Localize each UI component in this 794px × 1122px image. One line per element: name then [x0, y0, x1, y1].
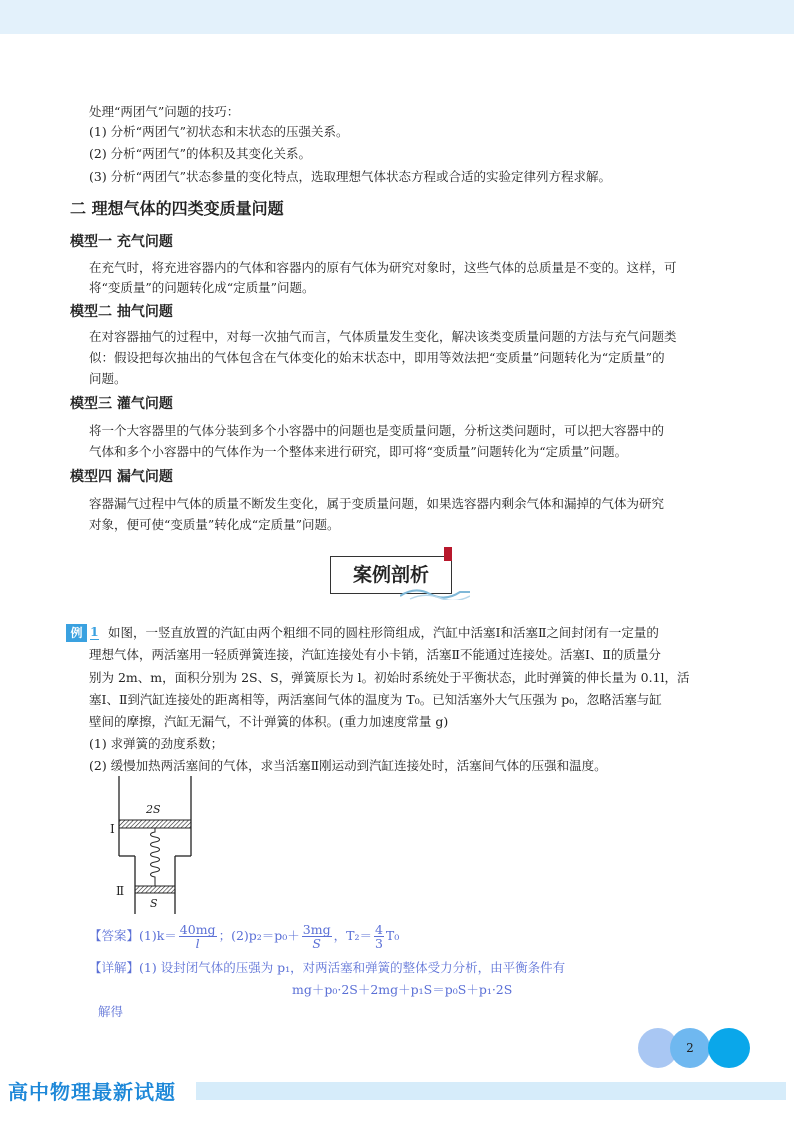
banner-flag-decoration [444, 547, 452, 561]
model-3-line-1: 将一个大容器里的气体分装到多个小容器中的问题也是变质量问题，分析这类问题时，可以把大容器中的 [89, 423, 665, 438]
model-2-line-1: 在对容器抽气的过程中，对每一次抽气而言，气体质量发生变化，解决该类变质量问题的方法与充气问题类 [89, 329, 677, 344]
model-1-title: 模型一 充气问题 [70, 234, 173, 250]
detail-line-3: 解得 [98, 1004, 124, 1019]
answer-k-denominator: l [195, 936, 200, 951]
answer-p2-denominator: S [312, 936, 321, 951]
model-3-line-2: 气体和多个小容器中的气体作为一个整体来进行研究，即可将“变质量”问题转化为“定质量”问题。 [89, 444, 628, 459]
example-line-4: 塞Ⅰ、Ⅱ到汽缸连接处的距离相等，两活塞间气体的温度为 T₀。已知活塞外大气压强为 p₀，忽略活塞与缸 [89, 692, 662, 707]
answer-p2-fraction [302, 923, 332, 950]
tip-item-1: (1) 分析“两团气”初状态和末状态的压强关系。 [89, 124, 349, 139]
example-line-3: 别为 2m、m，面积分别为 2S、S，弹簧原长为 l。初始时系统处于平衡状态，此时弹簧的伸长量为 0.1l，活 [89, 670, 690, 685]
answer-k-prefix: (1)k＝ [139, 928, 177, 943]
page-circle-right [708, 1028, 750, 1068]
model-2-line-2: 似：假设把每次抽出的气体包含在气体变化的始末状态中，即用等效法把“变质量”问题转化为“定质量”的 [89, 350, 665, 365]
tip-item-2: (2) 分析“两团气”的体积及其变化关系。 [89, 146, 311, 161]
answer-p2-numerator: 3mg [302, 922, 331, 937]
question-1: (1) 求弹簧的劲度系数； [89, 736, 224, 751]
example-tag: 例 [66, 624, 87, 642]
example-line-5: 壁间的摩擦，汽缸无漏气，不计弹簧的体积。(重力加速度常量 g) [89, 714, 449, 729]
answer-t2-fraction [374, 923, 384, 950]
piston-2-label: Ⅱ [116, 884, 125, 898]
answer-t2-numerator: 4 [374, 922, 383, 937]
answer-tag: 【答案】 [89, 928, 140, 943]
answer-t2-denominator: 3 [374, 936, 383, 951]
tips-intro: 处理“两团气”问题的技巧： [89, 104, 240, 119]
banner-label: 案例剖析 [352, 564, 429, 586]
example-line-2: 理想气体，两活塞用一轻质弹簧连接，汽缸连接处有小卡销，活塞Ⅱ不能通过连接处。活塞Ⅰ、Ⅱ的质量分 [89, 647, 661, 662]
model-1-line-1: 在充气时，将充进容器内的气体和容器内的原有气体为研究对象时，这些气体的总质量是不变的。这样，可 [89, 260, 677, 275]
answer-line [89, 923, 399, 950]
detail-tag: 【详解】 [89, 960, 140, 975]
page-number: 2 [686, 1041, 694, 1055]
model-2-title: 模型二 抽气问题 [70, 304, 173, 320]
model-4-line-2: 对象，便可使“变质量”转化成“定质量”问题。 [89, 517, 340, 532]
answer-k-numerator: 40mg [179, 922, 216, 937]
model-4-line-1: 容器漏气过程中气体的质量不断发生变化，属于变质量问题，如果选容器内剩余气体和漏掉的气体为研究 [89, 496, 665, 511]
piston-1-label: Ⅰ [110, 822, 115, 836]
footer-brand: 高中物理最新试题 [8, 1080, 176, 1104]
detail-equation: mg＋p₀·2S＋2mg＋p₁S＝p₀S＋p₁·2S [292, 982, 513, 997]
answer-p2-prefix: ；(2)p₂＝p₀＋ [218, 928, 300, 943]
upper-area-label: 2S [146, 803, 161, 816]
section-title: 二 理想气体的四类变质量问题 [70, 199, 284, 218]
answer-t2-suffix: T₀ [385, 928, 400, 943]
footer-band [196, 1082, 786, 1100]
answer-k-fraction [179, 923, 217, 950]
question-2: (2) 缓慢加热两活塞间的气体，求当活塞Ⅱ刚运动到汽缸连接处时，活塞间气体的压强和温度。 [89, 758, 607, 773]
model-1-line-2: 将“变质量”的问题转化成“定质量”问题。 [89, 280, 315, 295]
example-number: 1 [90, 624, 99, 639]
header-band [0, 0, 794, 34]
model-3-title: 模型三 灌气问题 [70, 396, 173, 412]
model-2-line-3: 问题。 [89, 371, 127, 386]
detail-line-1 [89, 958, 565, 976]
example-line-1: 如图，一竖直放置的汽缸由两个粗细不同的圆柱形筒组成，汽缸中活塞Ⅰ和活塞Ⅱ之间封闭有一定量的 [108, 625, 659, 640]
model-4-title: 模型四 漏气问题 [70, 469, 173, 485]
lower-area-label: S [150, 897, 158, 910]
detail-text-1: (1) 设封闭气体的压强为 p₁，对两活塞和弹簧的整体受力分析，由平衡条件有 [139, 960, 566, 975]
banner-wave-decoration [400, 586, 470, 600]
tip-item-3: (3) 分析“两团气”状态参量的变化特点，选取理想气体状态方程或合适的实验定律列方程求解。 [89, 169, 611, 184]
answer-t2-prefix: ，T₂＝ [333, 928, 372, 943]
